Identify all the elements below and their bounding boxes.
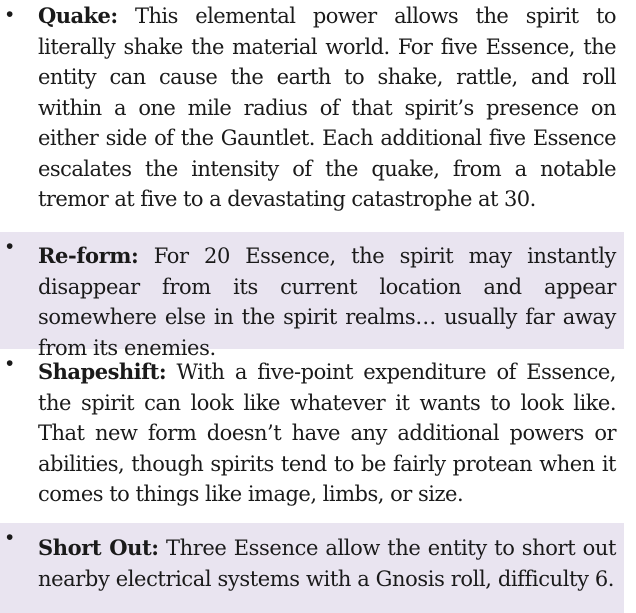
entry-term: Quake:: [38, 3, 118, 28]
entry-paragraph: [38, 241, 616, 363]
entry-term: Short Out:: [38, 535, 159, 560]
entry-shapeshift: [0, 349, 624, 523]
bullet: •: [6, 352, 14, 375]
entry-paragraph: [38, 1, 616, 215]
entry-text: This elemental power allows the spirit to literally shake the material world. For five Essence, the entity can cause the earth to shake, rattle, and roll within a one mile radius of that spirit’s presence on either side of the Gauntlet. Each additional five Essence escalates the intensity of the quake, from a notable tremor at five to a devastating catastrophe at 30.: [38, 4, 616, 211]
entry-text: For 20 Essence, the spirit may instantly disappear from its current location and appear somewhere else in the spirit realms… usually far away from its enemies.: [38, 244, 617, 360]
entry-text: Three Essence allow the entity to short out nearby electrical systems with a Gnosis roll, difficulty 6.: [38, 536, 616, 591]
entry-re-form: [0, 232, 624, 360]
bullet: •: [6, 526, 14, 549]
bullet: •: [6, 235, 14, 258]
entry-short-out: [0, 523, 624, 613]
entry-text: With a five-point expenditure of Essence, the spirit can look like whatever it wants to look like. That new form doesn’t have any additional powers or abilities, though spirits tend to be fairly protean when it comes to things like image, limbs, or size.: [38, 360, 616, 506]
entry-paragraph: [38, 357, 616, 510]
entry-term: Re-form:: [38, 243, 139, 268]
entry-paragraph: [38, 533, 616, 594]
entry-term: Shapeshift:: [38, 359, 167, 384]
entry-quake: [0, 0, 624, 232]
bullet: •: [6, 3, 14, 26]
